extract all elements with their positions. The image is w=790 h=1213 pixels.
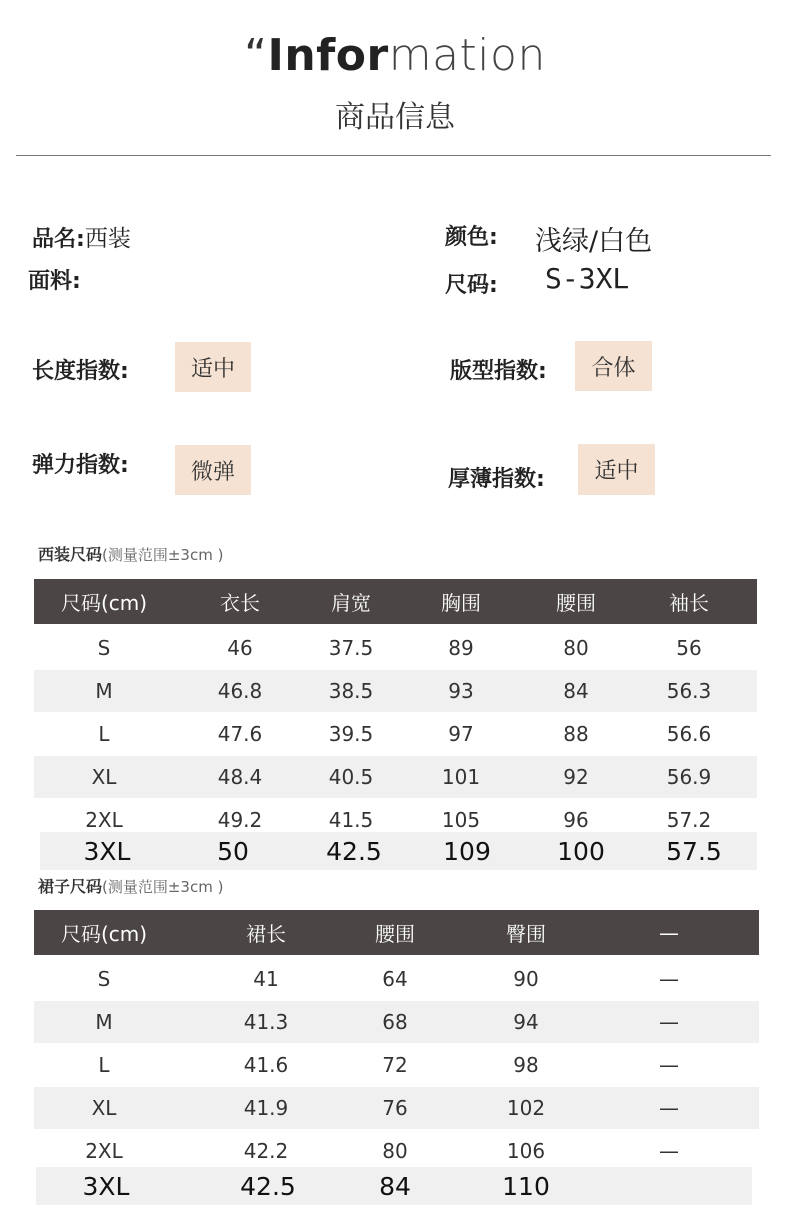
skirt-size-title-text: 裙子尺码 bbox=[38, 877, 103, 896]
skirt-cell: L bbox=[98, 1053, 110, 1077]
page-subtitle: 商品信息 bbox=[335, 100, 455, 135]
suit-header-waist: 腰围 bbox=[556, 591, 596, 615]
suit-cell: 48.4 bbox=[217, 765, 263, 789]
size-label: 尺码: bbox=[445, 273, 498, 298]
skirt-cell: 2XL bbox=[85, 1139, 123, 1163]
suit-cell: 46.8 bbox=[217, 679, 263, 703]
suit-cell: 80 bbox=[563, 636, 589, 660]
suit-cell: M bbox=[95, 679, 113, 703]
skirt-header-waist: 腰围 bbox=[375, 922, 415, 946]
skirt-row-xl bbox=[34, 1087, 759, 1129]
suit-cell: 47.6 bbox=[217, 722, 263, 746]
suit-cell: 100 bbox=[557, 836, 605, 866]
product-name-label: 品名: bbox=[32, 227, 85, 252]
page-title-english bbox=[0, 30, 790, 81]
suit-row-s bbox=[34, 627, 757, 669]
suit-row-xl bbox=[34, 756, 757, 798]
suit-cell: 41.5 bbox=[328, 808, 374, 832]
suit-cell: 109 bbox=[443, 836, 491, 866]
skirt-cell: — bbox=[659, 967, 679, 991]
suit-cell: 56.6 bbox=[666, 722, 712, 746]
suit-table-header bbox=[34, 579, 757, 624]
skirt-cell: M bbox=[95, 1010, 113, 1034]
skirt-cell: 41 bbox=[253, 967, 279, 991]
skirt-row-m bbox=[34, 1001, 759, 1043]
skirt-header-hip: 臀围 bbox=[506, 922, 546, 946]
skirt-cell: 94 bbox=[513, 1010, 539, 1034]
skirt-cell: 110 bbox=[502, 1171, 550, 1201]
skirt-cell: 41.3 bbox=[243, 1010, 289, 1034]
skirt-cell: 80 bbox=[382, 1139, 408, 1163]
skirt-cell: 72 bbox=[382, 1053, 408, 1077]
suit-cell: 92 bbox=[563, 765, 589, 789]
thickness-index-tag: 适中 bbox=[578, 444, 655, 495]
suit-cell: 57.5 bbox=[666, 836, 722, 866]
quote-mark: “ bbox=[244, 30, 268, 81]
suit-cell: 3XL bbox=[83, 836, 131, 866]
product-name-value: 西装 bbox=[84, 226, 131, 252]
suit-cell: 40.5 bbox=[328, 765, 374, 789]
suit-size-title-text: 西装尺码 bbox=[38, 545, 103, 564]
skirt-cell: 102 bbox=[506, 1096, 546, 1120]
suit-cell: XL bbox=[91, 765, 117, 789]
skirt-row-l bbox=[34, 1044, 759, 1086]
skirt-cell: XL bbox=[91, 1096, 117, 1120]
length-index-label: 长度指数: bbox=[32, 359, 129, 384]
skirt-cell: 90 bbox=[513, 967, 539, 991]
elastic-index-label: 弹力指数: bbox=[32, 453, 129, 478]
skirt-size-title bbox=[38, 874, 223, 897]
suit-cell: 39.5 bbox=[328, 722, 374, 746]
suit-row-3xl bbox=[40, 832, 757, 870]
color-value: 浅绿/白色 bbox=[535, 226, 653, 257]
skirt-cell: S bbox=[97, 967, 111, 991]
suit-cell: 88 bbox=[563, 722, 589, 746]
fabric bbox=[28, 264, 81, 295]
skirt-cell: 84 bbox=[379, 1171, 411, 1201]
suit-cell: 93 bbox=[448, 679, 474, 703]
suit-cell: 38.5 bbox=[328, 679, 374, 703]
color-info bbox=[445, 220, 498, 251]
fit-index-label: 版型指数: bbox=[450, 359, 547, 384]
suit-cell: 57.2 bbox=[666, 808, 712, 832]
size-info bbox=[445, 268, 498, 299]
skirt-cell: — bbox=[659, 1010, 679, 1034]
thickness-index-label: 厚薄指数: bbox=[448, 467, 545, 492]
skirt-header-dash: — bbox=[659, 920, 679, 945]
skirt-cell: 41.9 bbox=[243, 1096, 289, 1120]
suit-cell: 105 bbox=[441, 808, 481, 832]
skirt-cell: — bbox=[659, 1053, 679, 1077]
title-light-part: mation bbox=[388, 30, 546, 81]
suit-cell: 2XL bbox=[85, 808, 123, 832]
suit-cell: 89 bbox=[448, 636, 474, 660]
length-index-tag: 适中 bbox=[175, 342, 251, 392]
skirt-cell: 64 bbox=[382, 967, 408, 991]
skirt-table-header bbox=[34, 910, 759, 955]
skirt-row-s bbox=[34, 958, 759, 1000]
suit-cell: 56.9 bbox=[666, 765, 712, 789]
skirt-cell: 106 bbox=[506, 1139, 546, 1163]
skirt-cell: — bbox=[659, 1096, 679, 1120]
suit-header-sleeve: 袖长 bbox=[669, 591, 709, 615]
skirt-cell: 41.6 bbox=[243, 1053, 289, 1077]
suit-cell: 37.5 bbox=[328, 636, 374, 660]
suit-cell: 49.2 bbox=[217, 808, 263, 832]
skirt-cell: 42.2 bbox=[243, 1139, 289, 1163]
suit-cell: 84 bbox=[563, 679, 589, 703]
suit-row-m bbox=[34, 670, 757, 712]
suit-size-note: (测量范围±3cm ) bbox=[102, 546, 224, 564]
suit-cell: 101 bbox=[441, 765, 481, 789]
elastic-index-tag: 微弹 bbox=[175, 445, 251, 495]
skirt-cell: 42.5 bbox=[240, 1171, 296, 1201]
skirt-header-length: 裙长 bbox=[246, 922, 286, 946]
skirt-cell: 3XL bbox=[82, 1171, 130, 1201]
suit-header-chest: 胸围 bbox=[441, 591, 481, 615]
header-divider bbox=[16, 155, 771, 156]
skirt-header-size: 尺码(cm) bbox=[60, 922, 148, 946]
skirt-cell: 98 bbox=[513, 1053, 539, 1077]
skirt-size-note: (测量范围±3cm ) bbox=[102, 878, 224, 896]
suit-cell: S bbox=[97, 636, 111, 660]
suit-cell: 56.3 bbox=[666, 679, 712, 703]
suit-cell: 42.5 bbox=[326, 836, 382, 866]
suit-cell: 96 bbox=[563, 808, 589, 832]
suit-header-size: 尺码(cm) bbox=[60, 591, 148, 615]
skirt-row-3xl bbox=[36, 1167, 752, 1205]
suit-cell: 97 bbox=[448, 722, 474, 746]
skirt-cell bbox=[614, 1167, 724, 1205]
suit-row-l bbox=[34, 713, 757, 755]
color-label: 颜色: bbox=[445, 225, 498, 250]
fabric-label: 面料: bbox=[28, 269, 81, 294]
suit-header-shoulder: 肩宽 bbox=[331, 591, 371, 615]
fit-index-tag: 合体 bbox=[575, 341, 652, 391]
skirt-cell: 68 bbox=[382, 1010, 408, 1034]
size-value: S-3XL bbox=[545, 262, 630, 295]
skirt-cell: 76 bbox=[382, 1096, 408, 1120]
suit-header-length: 衣长 bbox=[220, 591, 260, 615]
suit-cell: 56 bbox=[676, 636, 702, 660]
suit-cell: L bbox=[98, 722, 110, 746]
suit-cell: 50 bbox=[217, 836, 249, 866]
suit-size-title bbox=[38, 542, 223, 565]
skirt-cell: — bbox=[659, 1139, 679, 1163]
product-name bbox=[32, 220, 131, 253]
skirt-row-2xl bbox=[34, 1130, 759, 1172]
suit-cell: 46 bbox=[227, 636, 253, 660]
title-bold-part: Infor bbox=[267, 30, 389, 81]
